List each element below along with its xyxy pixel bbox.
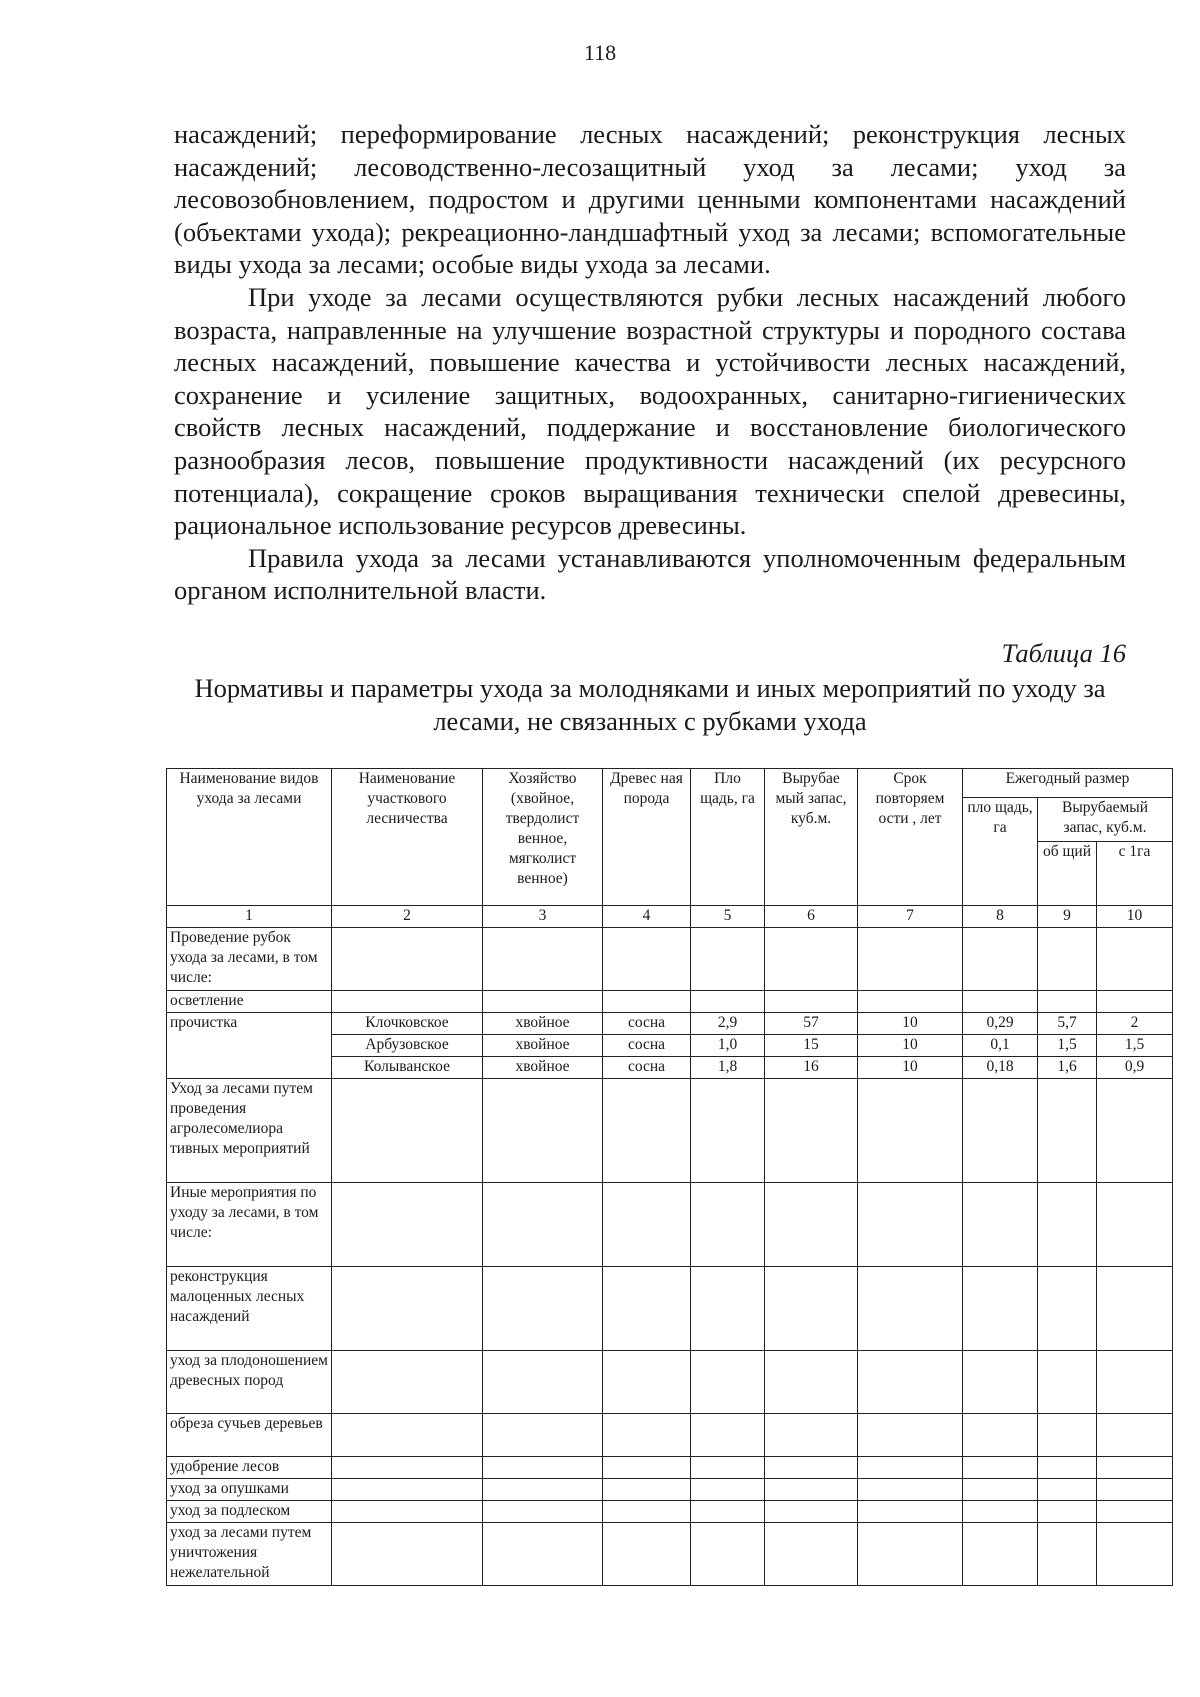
header-area: Пло щадь, га — [691, 769, 765, 906]
table-row — [167, 1501, 1173, 1523]
cell: 1,8 — [691, 1057, 765, 1079]
cell: 2,9 — [691, 1013, 765, 1035]
page-number: 118 — [583, 40, 617, 65]
cell: сосна — [603, 1057, 691, 1079]
cell: 1,5 — [1097, 1035, 1173, 1057]
table-row — [167, 928, 1173, 991]
table-row — [167, 1479, 1173, 1501]
header-economy: Хозяйство (хвойное, твердолист венное, мягколист венное) — [483, 769, 603, 906]
cell: 10 — [858, 1057, 963, 1079]
table-row — [167, 1267, 1173, 1351]
row-label: обреза сучьев деревьев — [167, 1414, 332, 1457]
cell: 15 — [765, 1035, 858, 1057]
cell: 5,7 — [1038, 1013, 1097, 1035]
cell: 0,29 — [963, 1013, 1038, 1035]
paragraph-3: Правила ухода за лесами устанавливаются уполномоченным федеральным органом исполнительной власти. — [174, 542, 1126, 606]
table-title: Нормативы и параметры ухода за молодняками и иных мероприятий по уходу за лесами, не связанных с рубками ухода — [194, 673, 1106, 736]
table-label: Таблица 16 — [1001, 638, 1126, 668]
col-number: 5 — [691, 906, 765, 928]
col-number: 4 — [603, 906, 691, 928]
row-label: Иные мероприятия по уходу за лесами, в том числе: — [167, 1183, 332, 1267]
cell: Клочковское — [332, 1013, 483, 1035]
row-label: реконструкция малоценных лесных насаждений — [167, 1267, 332, 1351]
header-forestry: Наименование участкового лесничества — [332, 769, 483, 906]
cell: 0,18 — [963, 1057, 1038, 1079]
row-label: Проведение рубок ухода за лесами, в том числе: — [167, 928, 332, 991]
table-row — [167, 1414, 1173, 1457]
cell: 0,9 — [1097, 1057, 1173, 1079]
cell: 16 — [765, 1057, 858, 1079]
col-number: 1 — [167, 906, 332, 928]
table-row — [167, 991, 1173, 1013]
cell: Арбузовское — [332, 1035, 483, 1057]
col-number: 6 — [765, 906, 858, 928]
cell: сосна — [603, 1035, 691, 1057]
norms-table — [166, 768, 1173, 1586]
col-number: 2 — [332, 906, 483, 928]
row-label: уход за лесами путем уничтожения нежелательной — [167, 1523, 332, 1586]
cell: 2 — [1097, 1013, 1173, 1035]
paragraph-1: насаждений; переформирование лесных насаждений; реконструкция лесных насаждений; лесоводственно-лесозащитный уход за лесами; уход за лесовозобновлением, подростом и другими ценными компонентами насаждений (объектами ухода); рекреационно-ландшафтный уход за лесами; вспомогательные виды ухода за лесами; особые виды ухода за лесами. — [174, 119, 1126, 280]
header-period: Срок повторяем ости , лет — [858, 769, 963, 906]
cell: 10 — [858, 1013, 963, 1035]
cell: 57 — [765, 1013, 858, 1035]
header-per-ha: с 1га — [1097, 842, 1173, 906]
paragraph-2: При уходе за лесами осуществляются рубки лесных насаждений любого возраста, направленные на улучшение возрастной структуры и породного состава лесных насаждений, повышение качества и устойчивости лесных насаждений, сохранение и усиление защитных, водоохранных, санитарно-гигиенических свойств лесных насаждений, поддержание и восстановление биологического разнообразия лесов, повышение продуктивности насаждений (их ресурсного потенциала), сокращение сроков выращивания технически спелой древесины, рациональное использование ресурсов древесины. — [174, 281, 1126, 541]
cell: хвойное — [483, 1035, 603, 1057]
header-type: Наименование видов ухода за лесами — [167, 769, 332, 906]
col-number: 3 — [483, 906, 603, 928]
row-label: уход за плодоношением древесных пород — [167, 1351, 332, 1414]
header-total: об щий — [1038, 842, 1097, 906]
header-species: Древес ная порода — [603, 769, 691, 906]
col-number: 7 — [858, 906, 963, 928]
header-annual-volume: Вырубаемый запас, куб.м. — [1038, 798, 1173, 842]
row-label: осветление — [167, 991, 332, 1013]
col-number: 9 — [1038, 906, 1097, 928]
header-annual-area: пло щадь, га — [963, 798, 1038, 906]
cell: Колыванское — [332, 1057, 483, 1079]
cell: хвойное — [483, 1013, 603, 1035]
cell: хвойное — [483, 1057, 603, 1079]
row-label: уход за подлеском — [167, 1501, 332, 1523]
cell: 1,0 — [691, 1035, 765, 1057]
table-row — [167, 1457, 1173, 1479]
cell: 10 — [858, 1035, 963, 1057]
table-row — [167, 1079, 1173, 1183]
cell: сосна — [603, 1013, 691, 1035]
row-label: уход за опушками — [167, 1479, 332, 1501]
table-row — [167, 1351, 1173, 1414]
cell: 0,1 — [963, 1035, 1038, 1057]
body-text — [174, 118, 1126, 607]
row-label: прочистка — [167, 1013, 332, 1079]
row-label: удобрение лесов — [167, 1457, 332, 1479]
col-number: 10 — [1097, 906, 1173, 928]
table-row — [167, 1523, 1173, 1586]
cell: 1,5 — [1038, 1035, 1097, 1057]
row-label: Уход за лесами путем проведения агролесомелиора тивных мероприятий — [167, 1079, 332, 1183]
table-row — [167, 1183, 1173, 1267]
cell: 1,6 — [1038, 1057, 1097, 1079]
header-annual: Ежегодный размер — [963, 769, 1173, 798]
header-volume: Вырубае мый запас, куб.м. — [765, 769, 858, 906]
table-row — [167, 1013, 1173, 1035]
col-number: 8 — [963, 906, 1038, 928]
